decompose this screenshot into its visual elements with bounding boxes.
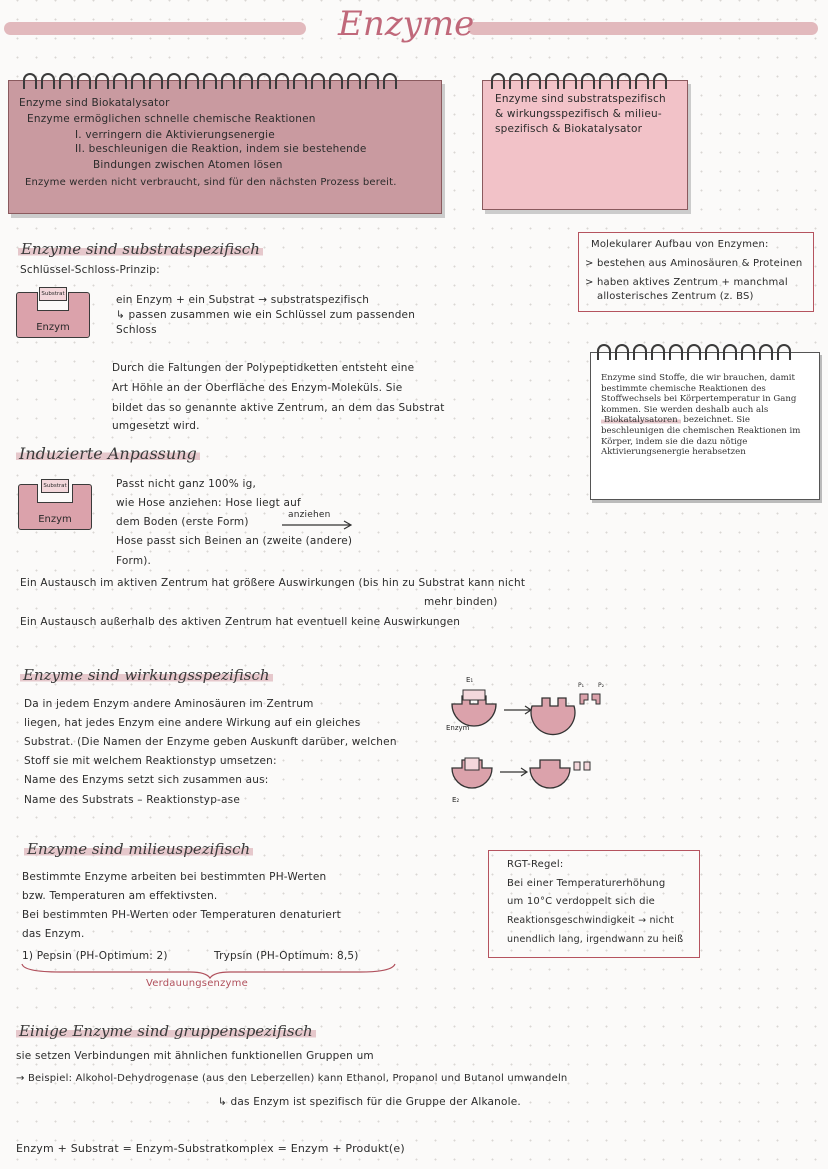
exchange-line: Ein Austausch im aktiven Zentrum hat größere Auswirkungen (bis hin zu Substrat kann nicht: [20, 577, 526, 589]
active-center-para: bildet das so genannte aktive Zentrum, an dem das Substrat: [112, 402, 445, 414]
induced-fit-diagram: [18, 484, 92, 530]
heading-wirkungsspezifisch: Enzyme sind wirkungsspezifisch: [20, 666, 273, 684]
spiral-binding: [23, 73, 401, 95]
rgt-line: um 10°C verdoppelt sich die: [507, 896, 656, 907]
heading-gruppenspezifisch: Einige Enzyme sind gruppenspezifisch: [16, 1022, 316, 1040]
lock-key-line: ein Enzym + ein Substrat → substratspezifisch: [116, 294, 370, 306]
card2-line: Enzyme sind substratspezifisch: [495, 93, 666, 105]
induced-line: wie Hose anziehen: Hose liegt auf: [116, 497, 301, 509]
active-center-para: umgesetzt wird.: [112, 420, 200, 432]
card1-line: II. beschleunigen die Reaktion, indem sie bestehende: [75, 143, 367, 155]
molecular-item: > haben aktives Zentrum + manchmal: [585, 277, 788, 288]
spiral-binding: [597, 344, 795, 366]
summary-card: [8, 80, 442, 214]
enzym-small-label: Enzym: [446, 724, 470, 732]
wirkung-line: Name des Substrats – Reaktionstyp-ase: [24, 794, 241, 806]
definition-text: Enzyme sind Stoffe, die wir brauchen, damit bestimmte chemische Reaktionen des Stoffwechsels bei Körpertemperatur in Gang kommen. Sie werden deshalb auch als: [601, 373, 797, 415]
card2-line: spezifisch & Biokatalysator: [495, 123, 643, 135]
rgt-line: Bei einer Temperaturerhöhung: [507, 878, 666, 889]
active-center-para: Durch die Faltungen der Polypeptidketten entsteht eine: [112, 362, 415, 374]
gruppe-line: → Beispiel: Alkohol-Dehydrogenase (aus den Leberzellen) kann Ethanol, Propanol und Butanol umwandeln: [16, 1073, 568, 1084]
digestive-enzymes-label: Verdauungsenzyme: [146, 978, 248, 989]
definition-card: [590, 352, 820, 500]
induced-line: dem Boden (erste Form): [116, 516, 249, 528]
definition-text-end: bezeichnet. Sie beschleunigen die chemischen Reaktionen im Körper, indem sie die dazu nötige Aktivierungsenergie herabsetzen: [601, 415, 801, 458]
card1-line: Enzyme werden nicht verbraucht, sind für den nächsten Prozess bereit.: [25, 177, 397, 188]
enzyme-reaction-diagram: [446, 676, 616, 806]
reaction-equation: Enzym + Substrat = Enzym-Substratkomplex = Enzym + Produkt(e): [16, 1142, 405, 1155]
wirkung-line: Substrat. (Die Namen der Enzyme geben Auskunft darüber, welchen: [24, 736, 397, 748]
exchange-line: Ein Austausch außerhalb des aktiven Zentrum hat eventuell keine Auswirkungen: [20, 616, 461, 628]
gruppe-line: sie setzen Verbindungen mit ähnlichen funktionellen Gruppen um: [16, 1050, 374, 1062]
lock-key-line: ↳ passen zusammen wie ein Schlüssel zum passenden: [116, 309, 416, 321]
enzyme-label: Enzym: [36, 322, 70, 333]
e1-label: E₁: [466, 676, 474, 684]
active-center-para: Art Höhle an der Oberfläche des Enzym-Moleküls. Sie: [112, 382, 403, 394]
lock-key-line: Schloss: [116, 324, 157, 336]
arrow-icon: [280, 520, 356, 530]
e2-label: E₂: [452, 796, 460, 804]
trypsin-example: Trypsin (PH-Optimum: 8,5): [214, 950, 359, 962]
heading-substratspezifisch: Enzyme sind substratspezifisch: [18, 240, 263, 258]
card1-line: I. verringern die Aktivierungsenergie: [75, 129, 275, 141]
card2-line: & wirkungsspezifisch & milieu-: [495, 108, 662, 120]
rgt-rule-box: [488, 850, 700, 958]
pepsin-example: 1) Pepsin (PH-Optimum: 2): [22, 950, 168, 962]
induced-line: Passt nicht ganz 100% ig,: [116, 478, 257, 490]
wirkung-line: Stoff sie mit welchem Reaktionstyp umsetzen:: [24, 755, 277, 767]
milieu-line: das Enzym.: [22, 928, 85, 940]
lock-key-subtitle: Schlüssel-Schloss-Prinzip:: [20, 264, 160, 276]
p1-label: P₁: [578, 682, 585, 689]
molecular-title: Molekularer Aufbau von Enzymen:: [591, 239, 769, 250]
enzyme-label: Enzym: [38, 514, 72, 525]
gruppe-line: ↳ das Enzym ist spezifisch für die Gruppe der Alkanole.: [218, 1096, 521, 1108]
spiral-binding: [491, 73, 671, 95]
arrow-label: anziehen: [288, 510, 331, 520]
wirkung-line: liegen, hat jedes Enzym eine andere Wirkung auf ein gleiches: [24, 717, 361, 729]
rgt-line: Reaktionsgeschwindigkeit → nicht: [507, 915, 675, 926]
molecular-item: > bestehen aus Aminosäuren & Proteinen: [585, 258, 803, 269]
substrate-label: Substrat: [41, 479, 69, 493]
milieu-line: bzw. Temperaturen am effektivsten.: [22, 890, 218, 902]
title-bar-left: [4, 22, 306, 35]
milieu-line: Bestimmte Enzyme arbeiten bei bestimmten PH-Werten: [22, 871, 327, 883]
card1-line: Enzyme ermöglichen schnelle chemische Reaktionen: [27, 113, 316, 125]
induced-line: Form).: [116, 555, 152, 567]
card1-line: Enzyme sind Biokatalysator: [19, 97, 170, 109]
card1-line: Bindungen zwischen Atomen lösen: [93, 159, 283, 171]
rgt-line: unendlich lang, irgendwann zu heiß: [507, 934, 684, 945]
exchange-line: mehr binden): [424, 596, 498, 608]
wirkung-line: Da in jedem Enzym andere Aminosäuren im Zentrum: [24, 698, 314, 710]
enzyme-substrate-diagram: [16, 292, 90, 338]
heading-milieuspezifisch: Enzyme sind milieuspezifisch: [24, 840, 253, 858]
molecular-structure-box: [578, 232, 814, 312]
substrate-label: Substrat: [39, 287, 67, 301]
p2-label: P₂: [598, 682, 605, 689]
page-title: Enzyme: [338, 4, 475, 44]
rgt-line: RGT-Regel:: [507, 859, 564, 870]
definition-highlight: Biokatalysatoren: [601, 415, 681, 425]
wirkung-line: Name des Enzyms setzt sich zusammen aus:: [24, 774, 269, 786]
milieu-line: Bei bestimmten PH-Werten oder Temperaturen denaturiert: [22, 909, 341, 921]
induced-line: Hose passt sich Beinen an (zweite (andere): [116, 535, 353, 547]
title-bar-right: [468, 22, 818, 35]
heading-induzierte-anpassung: Induzierte Anpassung: [16, 444, 200, 463]
molecular-item: allosterisches Zentrum (z. BS): [597, 291, 754, 302]
specificity-card: [482, 80, 688, 210]
